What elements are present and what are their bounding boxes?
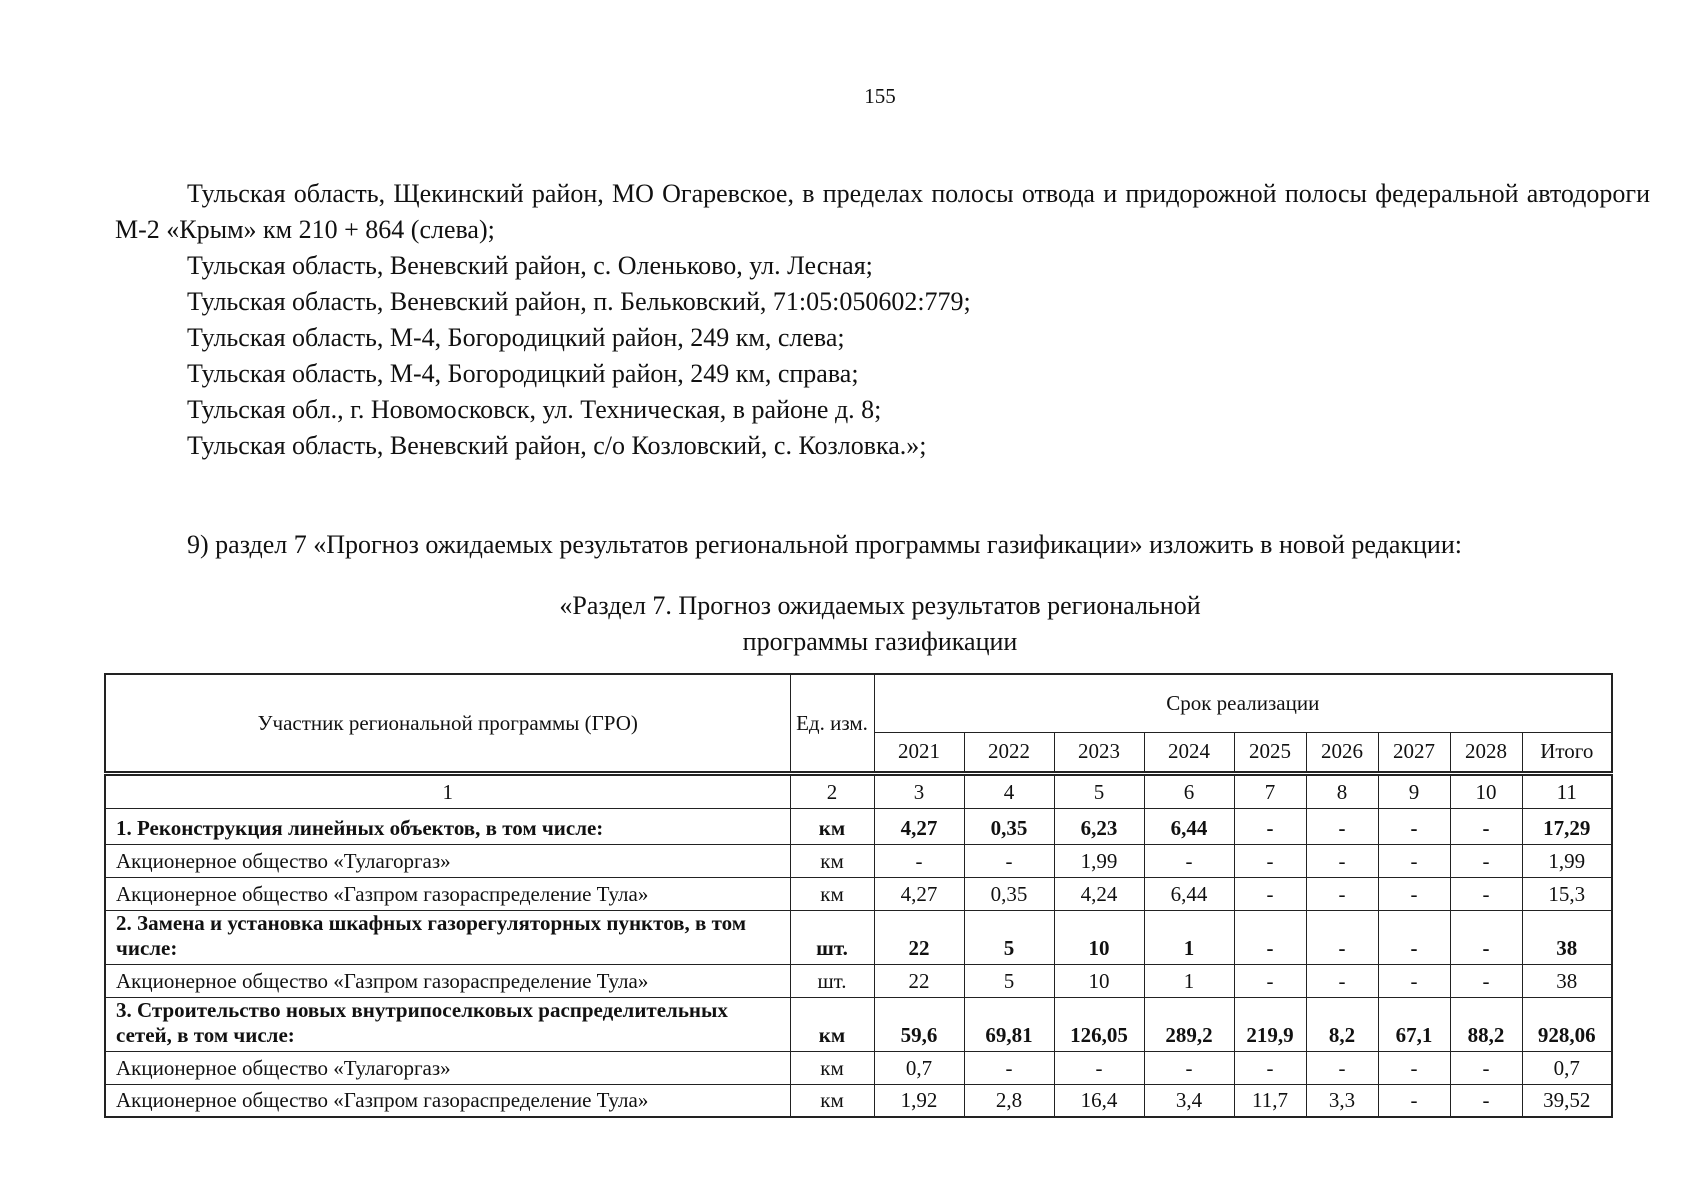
row-value: 6,23 [1054,808,1144,844]
address-item: Тульская область, Веневский район, п. Бельковский, 71:05:050602:779; [187,287,971,316]
row-value: 219,9 [1234,997,1306,1051]
row-value: 6,44 [1144,808,1234,844]
row-unit: км [790,844,874,877]
column-number: 5 [1054,775,1144,808]
table-row [105,910,1612,964]
page-number: 155 [864,84,896,108]
table-row [105,997,1612,1051]
row-value: - [1144,844,1234,877]
table-row [105,844,1612,877]
row-value: - [1450,808,1522,844]
row-value: 4,24 [1054,877,1144,910]
row-value: - [1378,844,1450,877]
row-value: 59,6 [874,997,964,1051]
column-number: 6 [1144,775,1234,808]
row-participant: Акционерное общество «Газпром газораспределение Тула» [105,1084,790,1117]
row-unit: км [790,877,874,910]
row-value: 3,3 [1306,1084,1378,1117]
row-value: - [1306,910,1378,964]
row-participant: Акционерное общество «Газпром газораспределение Тула» [105,964,790,997]
row-total: 38 [1522,910,1612,964]
row-participant: Акционерное общество «Тулагоргаз» [105,1051,790,1084]
section-title [0,588,1697,660]
row-value: 11,7 [1234,1084,1306,1117]
section-title-line: «Раздел 7. Прогноз ожидаемых результатов региональной [559,591,1201,620]
row-value: - [1144,1051,1234,1084]
row-value: - [1378,1084,1450,1117]
row-value: 3,4 [1144,1084,1234,1117]
row-participant: Акционерное общество «Тулагоргаз» [105,844,790,877]
column-number: 10 [1450,775,1522,808]
row-value: 1 [1144,964,1234,997]
row-value: - [1234,1051,1306,1084]
header-year: 2025 [1234,732,1306,772]
row-participant: 1. Реконструкция линейных объектов, в том числе: [105,808,790,844]
column-numbers-row [105,775,1612,808]
row-total: 928,06 [1522,997,1612,1051]
header-unit: Ед. изм. [790,674,874,772]
section-title-line: программы газификации [742,627,1018,656]
header-year: 2026 [1306,732,1378,772]
table-row [105,1051,1612,1084]
row-value: - [1450,910,1522,964]
row-value: - [1234,844,1306,877]
address-item: Тульская область, Веневский район, с. Оленьково, ул. Лесная; [187,251,873,280]
row-value: 10 [1054,910,1144,964]
row-value: 1,92 [874,1084,964,1117]
row-value: - [1306,964,1378,997]
amendment-paragraph: 9) раздел 7 «Прогноз ожидаемых результатов региональной программы газификации» изложить в новой редакции: [187,530,1462,559]
row-value: - [1450,877,1522,910]
row-value: - [1450,844,1522,877]
row-unit: км [790,1051,874,1084]
row-value: 22 [874,964,964,997]
row-value: 4,27 [874,877,964,910]
row-value: - [1450,964,1522,997]
row-value: 4,27 [874,808,964,844]
row-total: 0,7 [1522,1051,1612,1084]
header-total: Итого [1522,732,1612,772]
column-number: 2 [790,775,874,808]
address-item: Тульская область, М-4, Богородицкий район, 249 км, слева; [187,323,845,352]
row-value: - [1306,877,1378,910]
row-value: 6,44 [1144,877,1234,910]
row-value: 1 [1144,910,1234,964]
address-item: Тульская область, Щекинский район, МО Огаревское, в пределах полосы отвода и придорожной полосы федеральной автодороги М-2 «Крым» км 210 + 864 (слева); [115,179,1650,244]
row-unit: шт. [790,964,874,997]
row-value: 10 [1054,964,1144,997]
table-row [105,808,1612,844]
table-row [105,877,1612,910]
row-participant: 3. Строительство новых внутрипоселковых распределительных сетей, в том числе: [105,997,790,1051]
column-number: 11 [1522,775,1612,808]
row-value: - [964,844,1054,877]
row-value: - [1378,910,1450,964]
row-value: 5 [964,964,1054,997]
row-value: 5 [964,910,1054,964]
row-participant: Акционерное общество «Газпром газораспределение Тула» [105,877,790,910]
row-value: 16,4 [1054,1084,1144,1117]
table-row [105,964,1612,997]
column-number: 8 [1306,775,1378,808]
column-number: 1 [105,775,790,808]
table-row [105,1084,1612,1117]
results-table [104,774,1613,1118]
row-total: 38 [1522,964,1612,997]
row-unit: км [790,997,874,1051]
header-period: Срок реализации [874,674,1612,732]
column-number: 7 [1234,775,1306,808]
row-value: - [874,844,964,877]
header-year: 2024 [1144,732,1234,772]
row-value: 69,81 [964,997,1054,1051]
row-value: 1,99 [1054,844,1144,877]
row-value: 8,2 [1306,997,1378,1051]
row-value: 0,35 [964,877,1054,910]
row-unit: км [790,1084,874,1117]
address-item: Тульская обл., г. Новомосковск, ул. Техническая, в районе д. 8; [187,395,882,424]
row-value: - [1054,1051,1144,1084]
row-value: - [1234,910,1306,964]
column-number: 4 [964,775,1054,808]
column-number: 9 [1378,775,1450,808]
row-total: 39,52 [1522,1084,1612,1117]
row-value: - [1306,1051,1378,1084]
row-value: - [1378,1051,1450,1084]
row-value: 0,7 [874,1051,964,1084]
row-value: - [1234,877,1306,910]
row-unit: км [790,808,874,844]
row-value: - [1378,808,1450,844]
row-total: 15,3 [1522,877,1612,910]
address-item: Тульская область, М-4, Богородицкий район, 249 км, справа; [187,359,859,388]
header-year: 2027 [1378,732,1450,772]
row-value: 67,1 [1378,997,1450,1051]
row-value: - [1306,808,1378,844]
row-value: 22 [874,910,964,964]
table-header [104,673,1613,773]
header-year: 2028 [1450,732,1522,772]
address-list [115,176,1650,464]
row-value: 0,35 [964,808,1054,844]
row-value: - [1378,877,1450,910]
row-value: 126,05 [1054,997,1144,1051]
row-value: 2,8 [964,1084,1054,1117]
address-item: Тульская область, Веневский район, с/о Козловский, с. Козловка.»; [187,431,927,460]
row-value: - [1234,964,1306,997]
row-value: - [1378,964,1450,997]
header-year: 2021 [874,732,964,772]
row-total: 1,99 [1522,844,1612,877]
row-unit: шт. [790,910,874,964]
row-value: 289,2 [1144,997,1234,1051]
row-value: - [964,1051,1054,1084]
row-value: - [1450,1051,1522,1084]
header-year: 2022 [964,732,1054,772]
header-participant: Участник региональной программы (ГРО) [105,674,790,772]
header-year: 2023 [1054,732,1144,772]
row-value: - [1306,844,1378,877]
row-value: 88,2 [1450,997,1522,1051]
row-value: - [1450,1084,1522,1117]
row-participant: 2. Замена и установка шкафных газорегуляторных пунктов, в том числе: [105,910,790,964]
column-number: 3 [874,775,964,808]
row-value: - [1234,808,1306,844]
row-total: 17,29 [1522,808,1612,844]
